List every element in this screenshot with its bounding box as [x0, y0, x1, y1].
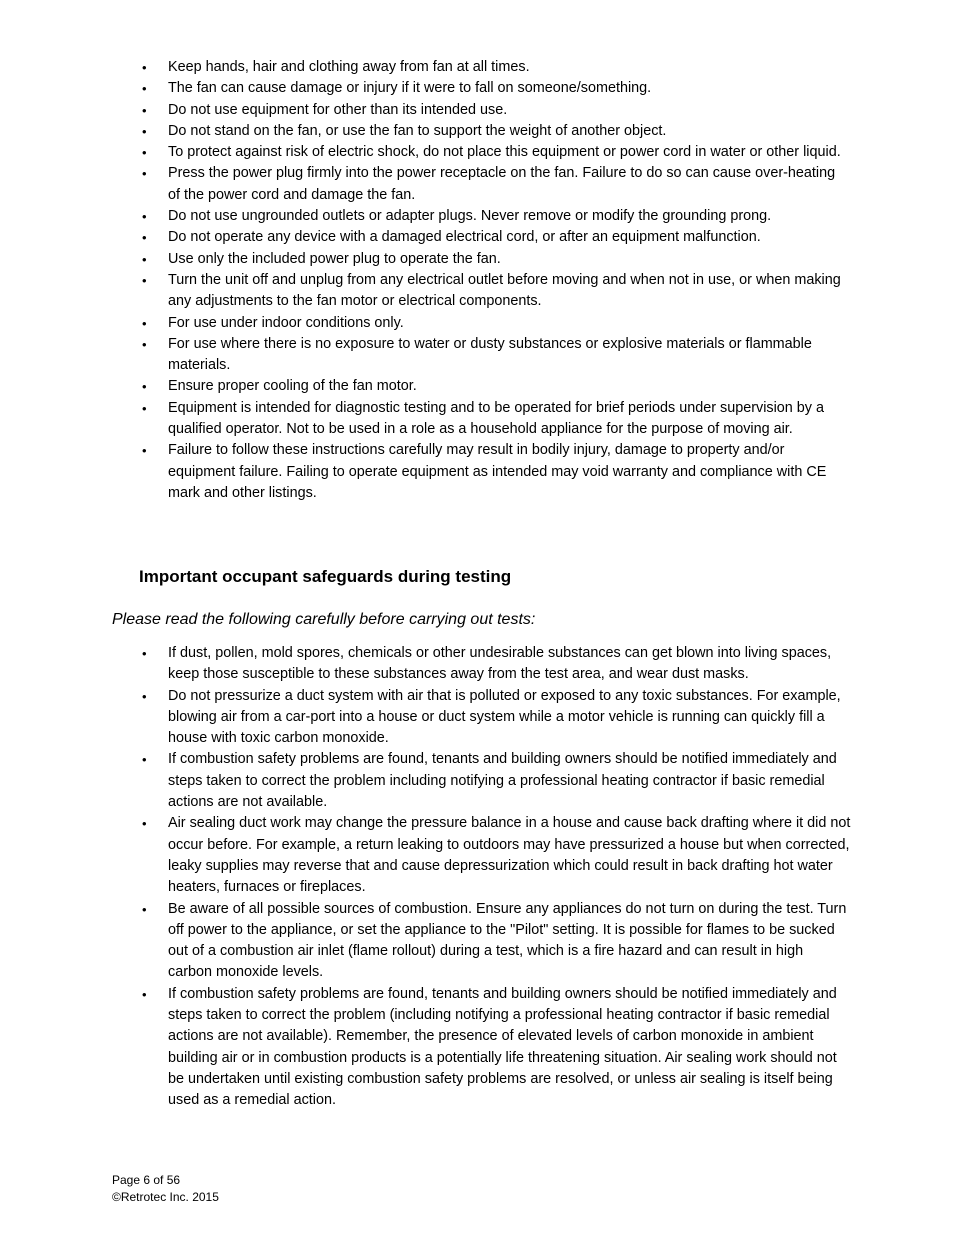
list-item	[111, 78, 851, 99]
list-item-text: For use under indoor conditions only.	[168, 314, 404, 331]
bullet-icon: •	[142, 81, 147, 97]
list-item-text: Use only the included power plug to operate the fan.	[168, 250, 501, 267]
bullet-icon: •	[142, 123, 147, 139]
bullet-icon: •	[142, 336, 147, 352]
list-item-text: Ensure proper cooling of the fan motor.	[168, 378, 417, 395]
bullet-icon: •	[142, 816, 147, 832]
list-item	[111, 100, 851, 121]
list-item-text: For use where there is no exposure to water or dusty substances or explosive materials or flammable materials.	[168, 335, 812, 374]
list-item	[111, 163, 851, 206]
safety-instructions-list	[111, 57, 851, 504]
list-item	[111, 643, 851, 686]
list-item	[111, 686, 851, 750]
list-item-text: Keep hands, hair and clothing away from fan at all times.	[168, 59, 530, 75]
bullet-icon: •	[142, 60, 147, 75]
list-item	[111, 313, 851, 334]
list-item	[111, 398, 851, 441]
bullet-icon: •	[142, 315, 147, 331]
list-item-text: The fan can cause damage or injury if it were to fall on someone/something.	[168, 80, 652, 97]
list-item	[111, 749, 851, 813]
list-item-text: Do not operate any device with a damaged electrical cord, or after an equipment malfunction.	[168, 229, 761, 246]
bullet-icon: •	[142, 688, 147, 704]
list-item-text: Turn the unit off and unplug from any electrical outlet before moving and when not in use, or when making any adjustments to the fan motor or electrical components.	[168, 271, 841, 310]
page-number: Page 6 of 56	[112, 1173, 181, 1187]
bullet-icon: •	[142, 646, 147, 661]
list-item-text: Do not pressurize a duct system with air that is polluted or exposed to any toxic substances. For example, blowing air from a car-port into a house or duct system while a motor vehicle is running can quickly fill a house with toxic carbon monoxide.	[168, 687, 841, 747]
list-item	[111, 984, 851, 1112]
list-item	[111, 899, 851, 984]
page-footer	[112, 1172, 219, 1206]
list-item-text: Press the power plug firmly into the power receptacle on the fan. Failure to do so can cause over-heating of the power cord and damage the fan.	[168, 165, 836, 203]
list-item	[111, 249, 851, 270]
list-item	[111, 270, 851, 313]
bullet-icon: •	[142, 145, 147, 161]
list-item	[111, 57, 851, 78]
list-item-text: Equipment is intended for diagnostic testing and to be operated for brief periods under supervision by a qualified operator. Not to be used in a role as a household appliance for the purpose of moving air.	[168, 399, 824, 438]
occupant-safeguards-list	[111, 643, 851, 1112]
list-item	[111, 121, 851, 142]
bullet-icon: •	[142, 443, 147, 459]
list-item-text: Do not use equipment for other than its intended use.	[168, 101, 508, 118]
list-item-text: Be aware of all possible sources of combustion. Ensure any appliances do not turn on during the test. Turn off power to the appliance, or set the appliance to the "Pilot" setting. It is possible for flames to be sucked out of a combustion air inlet (flame rollout) during a test, which is a fire hazard and can result in high carbon monoxide levels.	[168, 900, 847, 981]
bullet-icon: •	[142, 752, 147, 768]
list-item	[111, 206, 851, 227]
list-item	[111, 813, 851, 898]
list-item-text: Failure to follow these instructions carefully may result in bodily injury, damage to property and/or equipment failure. Failing to operate equipment as intended may void warranty and compliance with CE mark and other listings.	[168, 442, 827, 501]
bullet-icon: •	[142, 209, 147, 225]
intro-text: Please read the following carefully before carrying out tests:	[112, 611, 536, 628]
bullet-icon: •	[142, 230, 147, 246]
list-item	[111, 376, 851, 397]
list-item-text: Do not stand on the fan, or use the fan to support the weight of another object.	[168, 122, 667, 139]
list-item	[111, 440, 851, 504]
bullet-icon: •	[142, 901, 147, 917]
list-item-text: Do not use ungrounded outlets or adapter plugs. Never remove or modify the grounding prong.	[168, 208, 772, 225]
list-item	[111, 334, 851, 377]
copyright-notice: ©Retrotec Inc. 2015	[112, 1190, 219, 1204]
list-item-text: If combustion safety problems are found, tenants and building owners should be notified immediately and steps taken to correct the problem (including notifying a professional heating contractor if basic remedial actions are not available). Remember, the presence of elevated levels of carbon monoxide in ambient building air or in combustion products is a potentially life threatening situation. Air sealing work should not be undertaken until existing combustion safety problems are resolved, or unless air sealing is itself being used as a remedial action.	[168, 985, 837, 1109]
list-item-text: To protect against risk of electric shock, do not place this equipment or power cord in water or other liquid.	[168, 144, 841, 161]
bullet-icon: •	[142, 400, 147, 416]
bullet-icon: •	[142, 102, 147, 118]
bullet-icon: •	[142, 379, 147, 395]
list-item	[111, 142, 851, 163]
list-item-text: If dust, pollen, mold spores, chemicals or other undesirable substances can get blown into living spaces, keep those susceptible to these substances away from the test area, and wear dust masks.	[168, 645, 832, 683]
bullet-icon: •	[142, 986, 147, 1002]
list-item	[111, 227, 851, 248]
bullet-icon: •	[142, 272, 147, 288]
list-item-text: Air sealing duct work may change the pressure balance in a house and cause back drafting where it did not occur before. For example, a return leaking to outdoors may have pressurized a house but when corrected, leaky supplies may reverse that and cause depressurization which could result in back drafting hot water heaters, furnaces or fireplaces.	[168, 815, 851, 896]
section-heading: Important occupant safeguards during testing	[139, 567, 512, 586]
list-item-text: If combustion safety problems are found, tenants and building owners should be notified immediately and steps taken to correct the problem including notifying a professional heating contractor if basic remedial actions are not available.	[168, 751, 837, 811]
bullet-icon: •	[142, 251, 147, 267]
bullet-icon: •	[142, 166, 147, 182]
